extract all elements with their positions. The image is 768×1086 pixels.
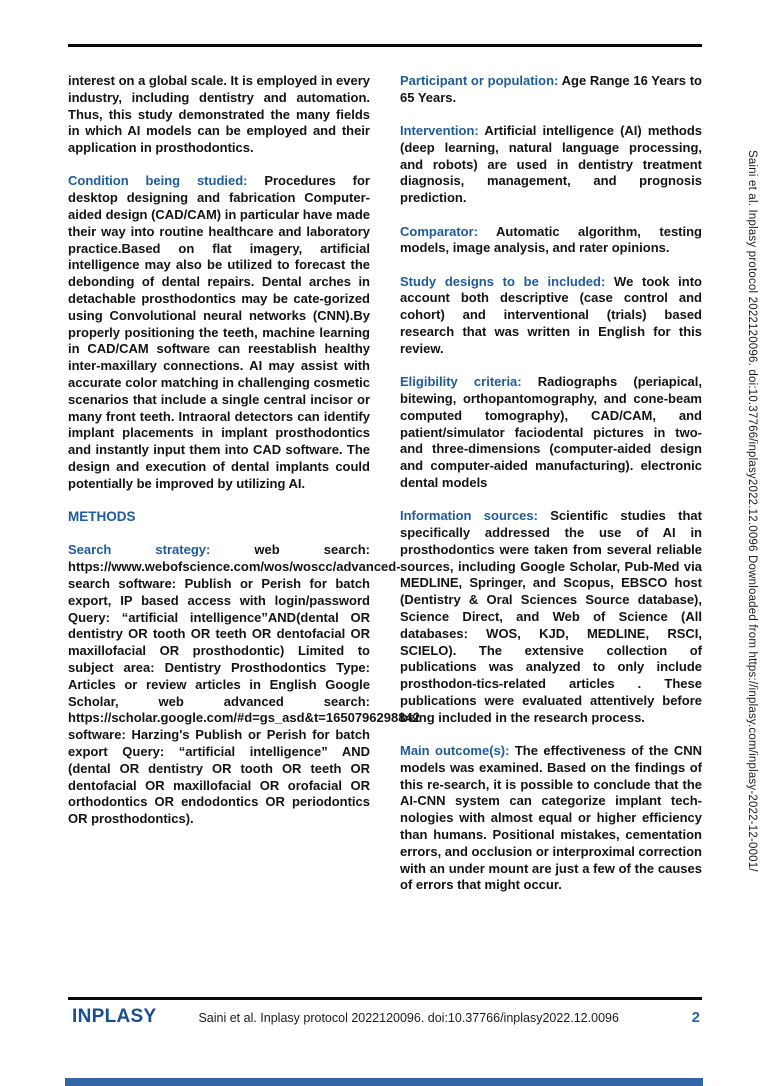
- section-comparator: [400, 224, 702, 258]
- section-text: The effectiveness of the CNN models was examined. Based on the findings of this re-search, it is possible to conclude that the AI-CNN system can categorize implant tech-nologies with almost equal or higher efficiency than humans. Positional mistakes, cementation errors, and occlusion or interproximal correction with an under mount are just a few of the causes of errors that might occur.: [400, 743, 702, 893]
- footer-rule: [68, 997, 702, 1000]
- page-number: 2: [691, 1009, 700, 1026]
- section-label: Search strategy:: [68, 542, 255, 558]
- section-label: Condition being studied:: [68, 173, 265, 189]
- section-text: Automatic algorithm, testing models, image analysis, and rater opinions.: [400, 223, 702, 256]
- top-rule: [68, 44, 702, 47]
- section-label: Eligibility criteria:: [400, 374, 538, 390]
- section-label: Intervention:: [400, 123, 485, 139]
- right-column: [400, 73, 702, 995]
- section-text: Scientific studies that specifically addressed the use of AI in prosthodontics were taken from several reliable sources, including Google Scholar, Pub-Med via MEDLINE, Springer, and Scopus, EBSCO host (Dentistry & Oral Sciences Source database), Science Direct, and Web of Science (All databases: WOS, KJD, MEDLINE, RSCI, SCIELO). The extensive collection of publications was analyzed to only include prosthodon-tics-related articles . These publications were evaluated attentively before being included in the research process.: [400, 508, 702, 725]
- section-label: Participant or population:: [400, 73, 562, 88]
- section-study-designs: [400, 274, 702, 358]
- section-information-sources: [400, 508, 702, 726]
- two-column-body: [68, 73, 702, 995]
- section-search-strategy: [68, 542, 420, 828]
- section-text: We took into account both descriptive (case control and cohort) and interventional (trials) based research that was written in English for this review.: [400, 273, 702, 356]
- footer: [72, 1006, 700, 1028]
- section-label: Information sources:: [400, 508, 551, 524]
- section-text: Procedures for desktop designing and fabrication Computer-aided design (CAD/CAM) in particular have made their way into routine healthcare and laboratory practice.Based on flat imagery, artificial intelligence may also be utilized to forecast the debonding of dental repairs. Dental arches in detachable prosthodontics may be cate-gorized using Convolutional neural networks (CNN).By properly positioning the teeth, machine learning in CAD/CAM software can reestablish healthy inter-maxillary connections. AI may assist with accurate color matching in challenging cosmetic scenarios that include a single central incisor or many front teeth. Intraoral detectors can identify implant placements in implant prosthodontics and instantly input them into CAD software. The design and execution of dental implants could potentially be improved by utilizing AI.: [68, 173, 370, 491]
- section-text: Radiographs (periapical, bitewing, orthopantomography, and cone-beam computed tomography), CAD/CAM, and patient/simulator faciodental pictures in two- and three-dimensions (computer-aided design and computer-aided manufacturing). electronic dental models: [400, 374, 702, 490]
- section-text: web search: https://www.webofscience.com/wos/woscc/advanced-search software: Publish or Perish for batch export, IP based access with login/password Query: “artificial intelligence”AND(dental OR dentistry OR tooth OR teeth OR dentofacial OR maxillofacial OR prosthodontic) Limited to subject area: Dentistry Prosthodontics Type: Articles or review articles in English Google Scholar, web advanced search: https://scholar.google.com/#d=gs_asd&t=1650796298842 software: Harzing's Publish or Perish for batch export Query: “artificial intelligence” AND (dental OR dentistry OR tooth OR teeth OR dentofacial OR maxillofacial OR orofacial OR orthodontics OR endodontics OR periodontics OR prosthodontics).: [68, 542, 420, 827]
- section-label: Study designs to be included:: [400, 273, 615, 289]
- section-text: Artificial intelligence (AI) methods (deep learning, natural language processing, and robots) are used in dentistry treatment diagnosis, management, and prognosis prediction.: [400, 123, 702, 206]
- methods-heading: METHODS: [68, 509, 136, 525]
- paragraph-intro: interest on a global scale. It is employed in every industry, including dentistry and automation. Thus, this study demonstrated the many fields in which AI models can be employed and their application in prosthodontics.: [68, 73, 370, 156]
- section-participant-or-population: [400, 73, 702, 107]
- rotated-citation: Saini et al. Inplasy protocol 2022120096. doi:10.37766/inplasy2022.12.0096 Downloaded from https://inplasy.com/inplasy-2022-12-0001/: [746, 150, 758, 872]
- inplasy-logo: INPLASY: [72, 1006, 157, 1027]
- left-column: [68, 73, 420, 995]
- section-condition-being-studied: [68, 173, 370, 492]
- section-label: Comparator:: [400, 223, 497, 239]
- section-text: Age Range 16 Years to 65 Years.: [400, 73, 702, 105]
- section-label: Main outcome(s):: [400, 743, 515, 759]
- footer-citation: Saini et al. Inplasy protocol 2022120096. doi:10.37766/inplasy2022.12.0096: [198, 1011, 619, 1025]
- section-main-outcomes: [400, 743, 702, 894]
- section-intervention: [400, 123, 702, 207]
- section-eligibility-criteria: [400, 374, 702, 492]
- bottom-accent-bar: [65, 1078, 703, 1086]
